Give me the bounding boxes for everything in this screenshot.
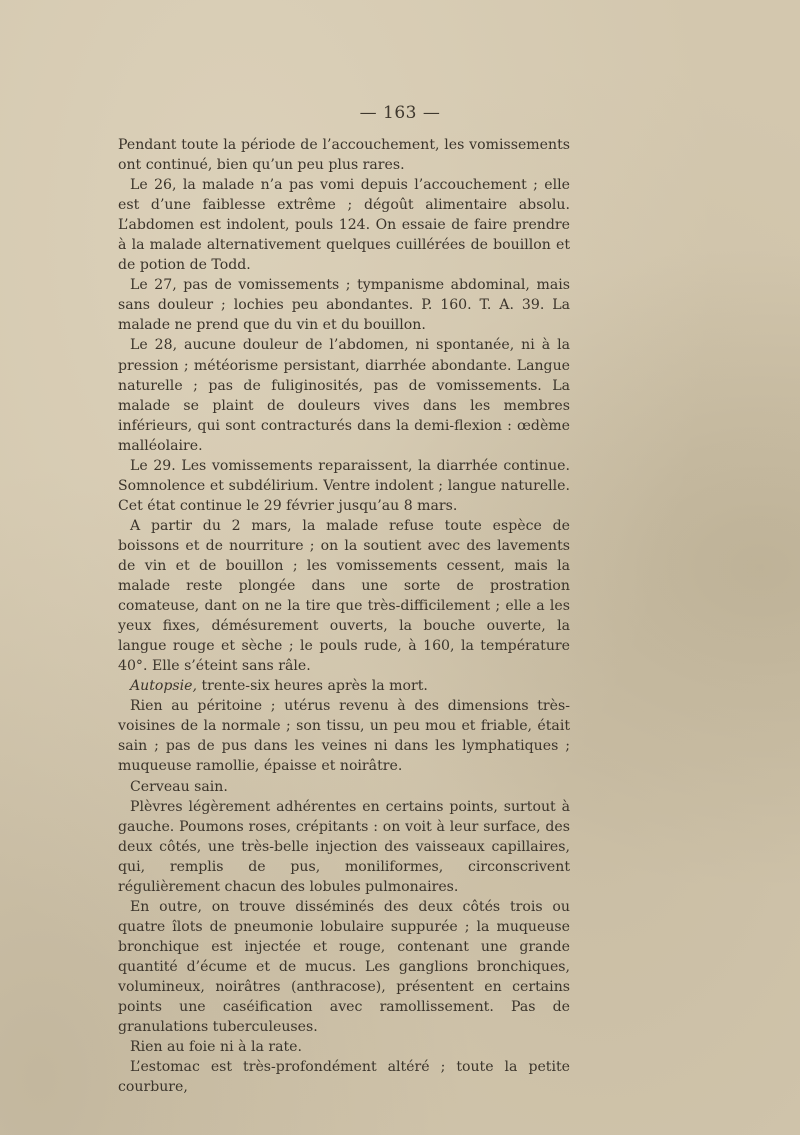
paragraph: Le 27, pas de vomissements ; tympanisme abdominal, mais sans douleur ; lochies peu abondantes. P. 160. T. A. 39. La malade ne prend que du vin et du bouillon.	[118, 277, 570, 334]
paragraph: En outre, on trouve disséminés des deux côtés trois ou quatre îlots de pneumonie lobulaire suppurée ; la muqueuse bronchique est injectée et rouge, contenant une grande quantité d’écume et de mucus. Les ganglions bronchiques, volumineux, noirâtres (anthracose), présentent en certains points une caséification avec ramollissement. Pas de granulations tuberculeuses.	[118, 898, 570, 1036]
paragraph: Cerveau sain.	[130, 778, 228, 795]
paragraph: Le 28, aucune douleur de l’abdomen, ni spontanée, ni à la pression ; météorisme persistant, diarrhée abondante. Langue naturelle ; pas de fuliginosités, pas de vomissements. La malade se plaint de douleurs vives dans les membres inférieurs, qui sont contracturés dans la demi-flexion : œdème malléolaire.	[118, 337, 570, 454]
body-text	[118, 135, 570, 1097]
paragraph: Le 29. Les vomissements reparaissent, la diarrhée continue. Somnolence et subdélirium. Ventre indolent ; langue naturelle. Cet état continue le 29 février jusqu’au 8 mars.	[118, 457, 570, 514]
autopsie-rest: trente-six heures après la mort.	[197, 678, 428, 695]
paragraph: L’estomac est très-profondément altéré ; toute la petite courbure,	[118, 1059, 570, 1096]
paragraph: Pendant toute la période de l’accouchement, les vomissements ont continué, bien qu’un peu plus rares.	[118, 137, 570, 174]
page-number: — 163 —	[359, 103, 441, 123]
paragraph: Plèvres légèrement adhérentes en certains points, surtout à gauche. Poumons roses, crépitants : on voit à leur surface, des deux côtés, une très-belle injection des vaisseaux capillaires, qui, remplis de pus, moniliformes, circonscrivent régulièrement chacun des lobules pulmonaires.	[118, 798, 570, 895]
autopsie-label: Autopsie,	[130, 678, 197, 695]
paragraph: Rien au foie ni à la rate.	[130, 1039, 302, 1056]
paragraph: Rien au péritoine ; utérus revenu à des dimensions très-voisines de la normale ; son tissu, un peu mou et friable, était sain ; pas de pus dans les veines ni dans les lymphatiques ; muqueuse ramollie, épaisse et noirâtre.	[118, 698, 570, 775]
paragraph: A partir du 2 mars, la malade refuse toute espèce de boissons et de nourriture ; on la soutient avec des lavements de vin et de bouillon ; les vomissements cessent, mais la malade reste plongée dans une sorte de prostration comateuse, dant on ne la tire que très-difficilement ; elle a les yeux fixes, démésurement ouverts, la bouche ouverte, la langue rouge et sèche ; le pouls rude, à 160, la température 40°. Elle s’éteint sans râle.	[118, 517, 570, 675]
paragraph: Le 26, la malade n’a pas vomi depuis l’accouchement ; elle est d’une faiblesse extrême ; dégoût alimentaire absolu. L’abdomen est indolent, pouls 124. On essaie de faire prendre à la malade alternativement quelques cuillérées de bouillon et de potion de Todd.	[118, 177, 570, 274]
paragraph-autopsie	[118, 676, 570, 696]
